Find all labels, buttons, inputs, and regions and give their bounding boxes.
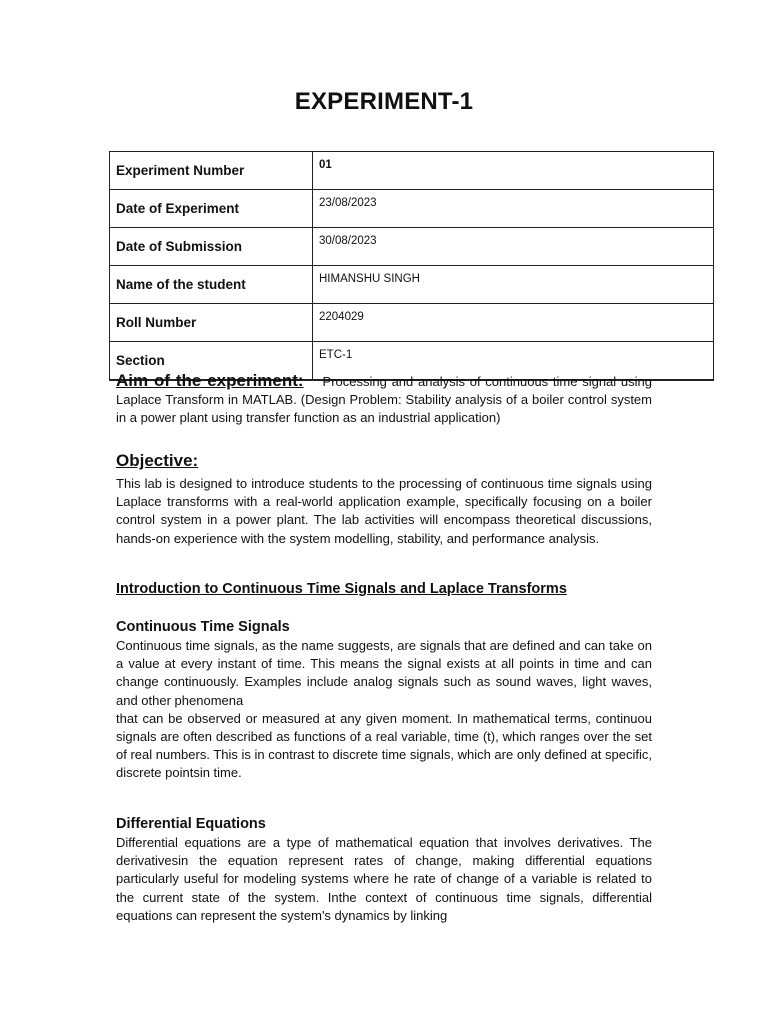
aim-text: Processing and analysis of continuous time signal using Laplace Transform in MATLAB. (Design Problem: Stability analysis of a boiler control system in a power plant using transfer function as an industrial application) [116,374,652,426]
continuous-time-signals-text-2: that can be observed or measured at any given moment. In mathematical terms, continuou signals are often described as functions of a real variable, time (t), which ranges over the set of real numbers. This is in contrast to discrete time signals, which are only defined at specific, discrete pointsin time. [116,710,652,781]
section-value: ETC-1 [313,342,714,381]
introduction-heading: Introduction to Continuous Time Signals and Laplace Transforms [116,581,567,597]
continuous-time-signals-heading: Continuous Time Signals [116,619,290,635]
aim-section [116,372,652,428]
continuous-time-signals-section [116,619,652,783]
table-row [110,266,714,304]
introduction-section [116,581,652,597]
student-name-value: HIMANSHU SINGH [313,266,714,304]
experiment-number-label: Experiment Number [110,152,313,190]
table-row [110,190,714,228]
table-row [110,152,714,190]
differential-equations-heading: Differential Equations [116,816,266,832]
aim-paragraph [116,372,652,428]
roll-number-label: Roll Number [110,304,313,342]
objective-text: This lab is designed to introduce students to the processing of continuous time signals using Laplace transforms with a real-world application example, specifically focusing on a boiler control system in a power plant. The lab activities will encompass theoretical discussions, hands-on experience with the system modelling, stability, and performance analysis. [116,476,652,546]
section-label: Section [110,342,313,381]
objective-heading: Objective: [116,451,199,470]
continuous-time-signals-text-1: Continuous time signals, as the name suggests, are signals that are defined and can take on a value at every instant of time. This means the signal exists at all points in time and can change continuously. Examples include analog signals such as sound waves, light waves, and other phenomena [116,638,652,708]
date-of-experiment-value: 23/08/2023 [313,190,714,228]
objective-section [116,451,652,548]
differential-equations-section [116,816,652,925]
experiment-number-value: 01 [313,152,714,190]
date-of-experiment-label: Date of Experiment [110,190,313,228]
student-name-label: Name of the student [110,266,313,304]
date-of-submission-value: 30/08/2023 [313,228,714,266]
experiment-info-table [109,151,714,381]
aim-heading: Aim of the experiment: [116,371,304,390]
roll-number-value: 2204029 [313,304,714,342]
date-of-submission-label: Date of Submission [110,228,313,266]
differential-equations-text: Differential equations are a type of mathematical equation that involves derivatives. The derivativesin the equation represent rates of change, making differential equations particularly useful for modeling systems where he rate of change of a variable is related to the current state of the system. Inthe context of continuous time signals, differential equations can represent the system's dynamics by linking [116,835,652,923]
table-row [110,228,714,266]
page-title: EXPERIMENT-1 [294,88,474,115]
table-row [110,304,714,342]
